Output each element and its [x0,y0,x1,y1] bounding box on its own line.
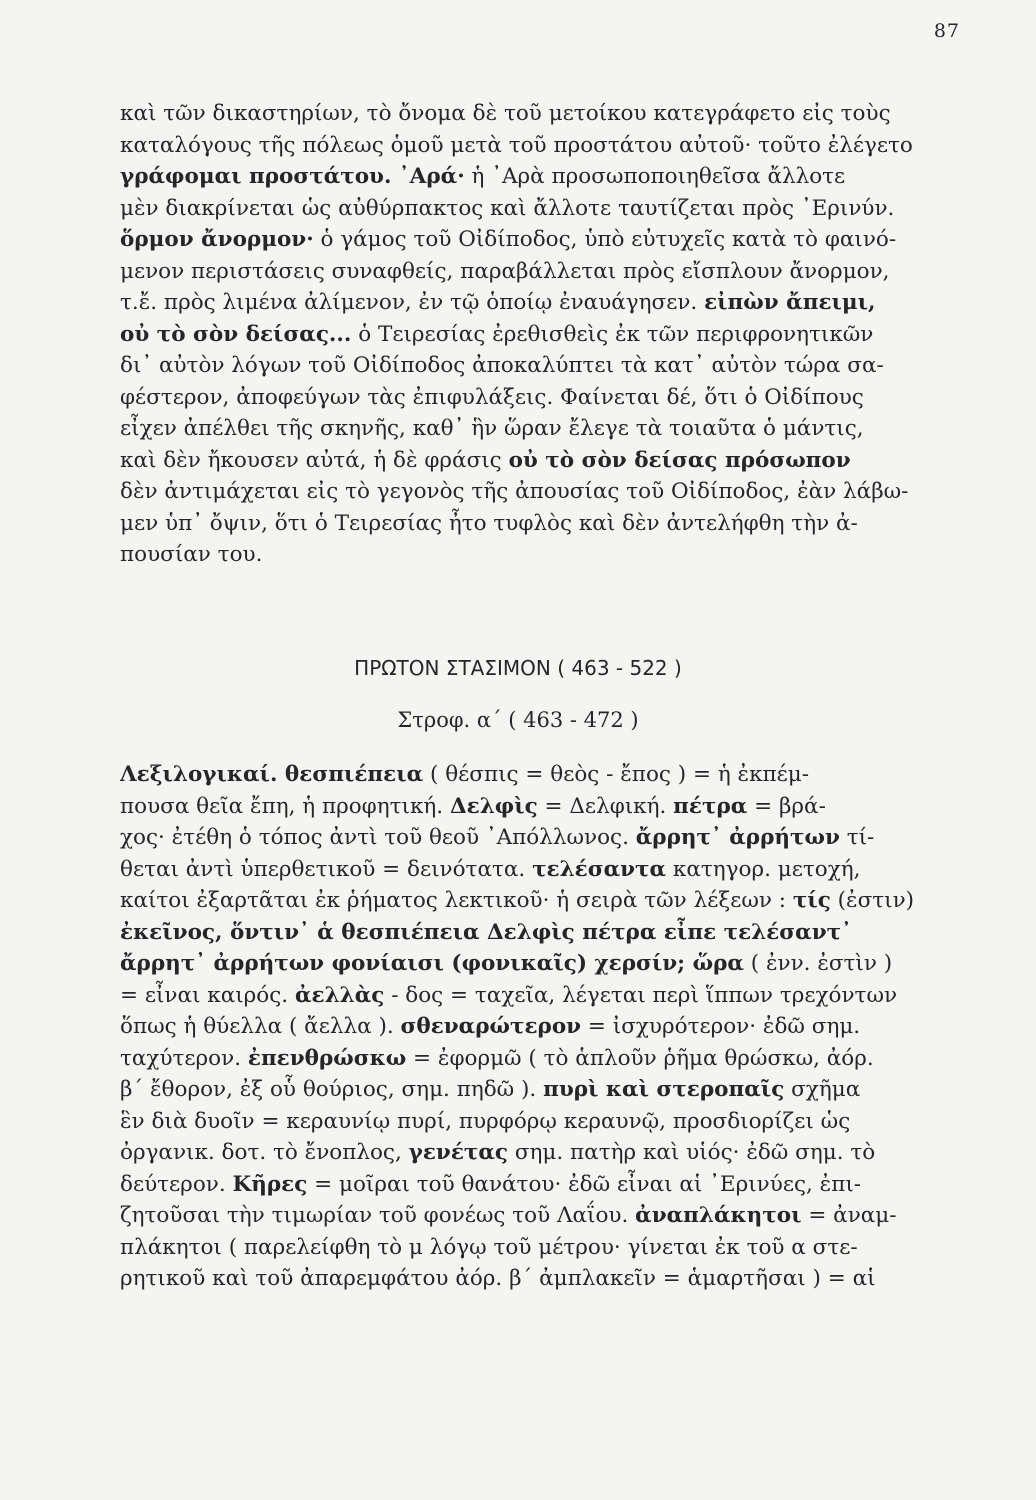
text-run: ζητοῦσαι τὴν τιμωρίαν τοῦ φονέως τοῦ Λαΐου. [120,1203,636,1228]
bold-term: γράφομαι προστάτου. ᾿Αρά· [120,164,465,189]
text-line [120,1263,976,1295]
text-run: πλάκητοι ( παρελείφθη τὸ μ λόγῳ τοῦ μέτρου· γίνεται ἐκ τοῦ α στε- [120,1234,858,1260]
text-run: = ἰσχυρότερον· ἐδῶ σημ. [581,1014,861,1039]
text-line [120,980,976,1012]
text-run: μεν ὑπ᾿ ὄψιν, ὅτι ὁ Τειρεσίας ἦτο τυφλὸς καὶ δὲν ἀντελήφθη τὴν ἀ- [120,510,858,536]
text-line [120,508,976,540]
bold-term: τελέσαντα [532,856,667,882]
text-run: δὲν ἀντιμάχεται εἰς τὸ γεγονὸς τῆς ἀπουσίας τοῦ Οἰδίποδος, ἐὰν λάβω- [120,479,909,504]
text-run: = Δελφική. [537,793,674,819]
text-run: = ἐφορμῶ ( τὸ ἁπλοῦν ῥῆμα θρώσκω, ἀόρ. [406,1045,874,1071]
text-line [120,445,976,477]
text-run: τί- [839,825,875,850]
text-line [120,854,976,886]
text-run: καταλόγους τῆς πόλεως ὁμοῦ μετὰ τοῦ προστάτου αὐτοῦ· τοῦτο ἐλέγετο [120,132,913,158]
text-run: - δος = ταχεῖα, λέγεται περὶ ἵππων τρεχόντων [384,982,898,1008]
text-run: χος· ἐτέθη ὁ τόπος ἀντὶ τοῦ θεοῦ ᾿Απόλλωνος. [120,825,636,850]
bold-term: οὐ τὸ σὸν δείσας... [120,321,352,347]
text-line [120,256,976,288]
text-line [120,759,976,791]
text-line [120,948,976,980]
text-run: β΄ ἔθορον, ἐξ οὗ θούριος, σημ. πηδῶ ). [120,1077,544,1102]
text-run: σημ. πατὴρ καὶ υἱός· ἐδῶ σημ. τὸ [508,1140,876,1165]
text-run: μενον περιστάσεις συναφθείς, παραβάλλεται πρὸς εἴσπλουν ἄνορμον, [120,258,890,284]
text-run: ταχύτερον. [120,1045,248,1071]
text-line [120,1200,976,1232]
text-line [120,885,976,917]
text-run: = εἶναι καιρός. [120,982,295,1008]
text-line [120,1074,976,1106]
bold-term: γενέτας [408,1140,509,1165]
text-line [120,319,976,351]
text-run: τ.ἔ. πρὸς λιμένα ἀλίμενον, ἐν τῷ ὁποίῳ ἐναυάγησεν. [120,290,705,315]
text-run: φέστερον, ἀποφεύγων τὰς ἐπιφυλάξεις. Φαίνεται δέ, ὅτι ὁ Οἰδίπους [120,384,864,410]
text-line [120,822,976,854]
text-line [120,193,976,225]
bold-term: ἄρρητ᾿ ἀρρήτων φονίαισι (φονικαῖς) χερσίν; ὥρα [120,951,744,976]
text-run: ὀργανικ. δοτ. τὸ ἔνοπλος, [120,1140,409,1165]
text-run: ( ἐνν. ἐστὶν ) [743,951,893,976]
bold-term: ἀναπλάκητοι [635,1203,802,1228]
bold-term: οὐ τὸ σὸν δείσας πρόσωπον [508,447,851,473]
bold-term: Λεξιλογικαί. θεσπιέπεια [120,762,424,787]
text-line [120,287,976,319]
text-run: μὲν διακρίνεται ὡς αὐθύρπακτος καὶ ἄλλοτε ταυτίζεται πρὸς ᾿Ερινύν. [120,195,895,221]
commentary-paragraph-2 [120,759,976,1295]
commentary-paragraph-1 [120,98,976,571]
text-line [120,350,976,382]
page-number: 87 [933,20,960,42]
bold-term: Δελφὶς [449,793,538,819]
text-run: θεται ἀντὶ ὑπερθετικοῦ = δεινότατα. [120,856,533,882]
text-line [120,1106,976,1138]
text-run: = μοῖραι τοῦ θανάτου· ἐδῶ εἶναι αἱ ᾿Ερινύες, ἐπι- [307,1171,862,1197]
text-run: ἡ ᾿Αρὰ προσωποποιηθεῖσα ἄλλοτε [464,164,846,189]
section-heading: ΠΡΩΤΟΝ ΣΤΑΣΙΜΟΝ ( 463 - 522 ) [354,656,682,680]
text-run: ρητικοῦ καὶ τοῦ ἀπαρεμφάτου ἀόρ. β΄ ἀμπλακεῖν = ἁμαρτῆσαι ) = αἱ [120,1266,876,1291]
text-line [120,1137,976,1169]
text-line [120,539,976,571]
text-run: ( θέσπις = θεὸς - ἔπος ) = ἡ ἐκπέμ- [423,762,810,787]
text-line [120,161,976,193]
text-run: δι᾿ αὐτὸν λόγων τοῦ Οἰδίποδος ἀποκαλύπτει τὰ κατ᾿ αὐτὸν τώρα σα- [120,353,884,378]
text-line [120,130,976,162]
text-run: ὅπως ἡ θύελλα ( ἄελλα ). [120,1014,401,1039]
bold-term: σθεναρώτερον [400,1014,582,1039]
text-run: = βρά- [747,793,826,819]
text-run: εἶχεν ἀπέλθει τῆς σκηνῆς, καθ᾿ ἣν ὥραν ἔλεγε τὰ τοιαῦτα ὁ μάντις, [120,416,864,441]
section-subheading: Στροφ. α΄ ( 463 - 472 ) [397,708,639,732]
text-line [120,1169,976,1201]
text-line [120,917,976,949]
text-run: = ἀναμ- [801,1203,897,1228]
bold-term: ἀελλὰς [294,982,385,1008]
bold-term: εἰπὼν ἄπειμι, [704,290,876,315]
bold-term: ὅρμον ἄνορμον· [120,227,314,252]
text-line [120,1011,976,1043]
text-line [120,476,976,508]
text-line [120,413,976,445]
bold-term: Κῆρες [232,1171,308,1197]
text-run: πουσα θεῖα ἔπη, ἡ προφητική. [120,793,450,819]
bold-term: ἄρρητ᾿ ἀρρήτων [635,825,840,850]
bold-term: πέτρα [673,793,748,819]
text-run: καὶ δὲν ἤκουσεν αὐτά, ἡ δὲ φράσις [120,447,509,473]
text-line [120,224,976,256]
text-run: ὁ γάμος τοῦ Οἰδίποδος, ὑπὸ εὐτυχεῖς κατὰ τὸ φαινό- [313,227,897,252]
text-run: καὶ τῶν δικαστηρίων, τὸ ὄνομα δὲ τοῦ μετοίκου κατεγράφετο εἰς τοὺς [120,101,891,126]
text-line [120,1232,976,1264]
bold-term: πυρὶ καὶ στεροπαῖς [543,1077,785,1102]
text-run: (ἐστιν) [830,888,915,913]
text-run: κατηγορ. μετοχή, [666,856,861,882]
text-run: πουσίαν του. [120,542,263,567]
text-run: ὁ Τειρεσίας ἐρεθισθεὶς ἐκ τῶν περιφρονητικῶν [351,321,874,347]
text-run: καίτοι ἐξαρτᾶται ἐκ ῥήματος λεκτικοῦ· ἡ σειρὰ τῶν λέξεων : [120,888,793,913]
bold-term: τίς [792,888,831,913]
text-line [120,1043,976,1075]
bold-term: ἐκεῖνος, ὅντιν᾿ ἁ θεσπιέπεια Δελφὶς πέτρα εἶπε τελέσαντ᾿ [120,919,852,945]
text-run: σχῆμα [784,1077,861,1102]
text-run: δεύτερον. [120,1171,233,1197]
text-line [120,382,976,414]
text-line [120,98,976,130]
bold-term: ἐπενθρώσκω [247,1045,407,1071]
text-line [120,791,976,823]
text-run: ἓν διὰ δυοῖν = κεραυνίῳ πυρί, πυρφόρῳ κεραυνῷ, προσδιορίζει ὡς [120,1108,851,1134]
